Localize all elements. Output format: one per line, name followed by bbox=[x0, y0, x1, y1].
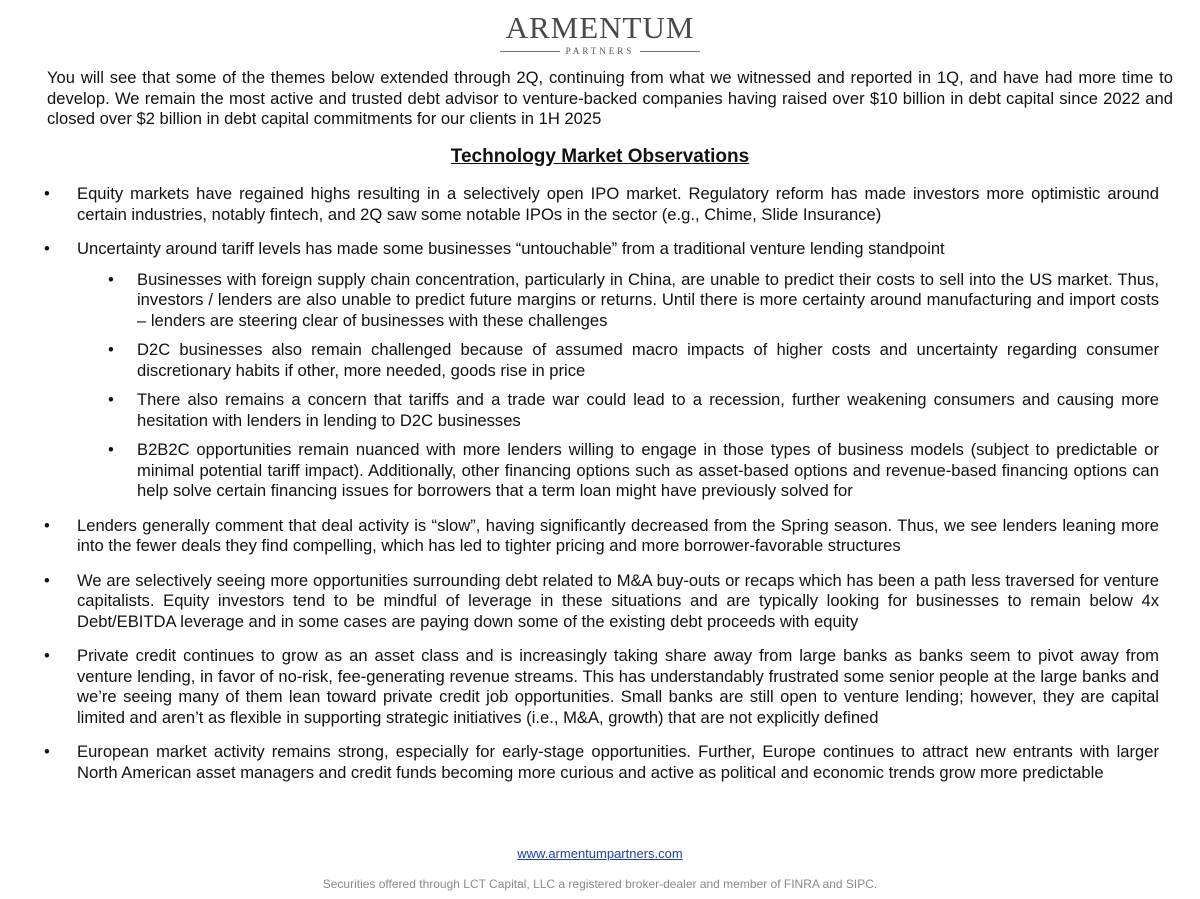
logo-rule-right bbox=[640, 51, 700, 52]
footer-disclaimer: Securities offered through LCT Capital, LLC a registered broker-dealer and member of FINRA and SIPC. bbox=[322, 877, 878, 891]
bullet-icon: • bbox=[44, 742, 50, 761]
bullet-text: European market activity remains strong, especially for early-stage opportunities. Further, Europe continues to attract new entrants with larger North American asset managers and credit funds becoming more curious and active as political and economic trends grow more predictable bbox=[77, 742, 1159, 782]
bullet-icon: • bbox=[108, 440, 114, 459]
armentum-logo bbox=[0, 12, 1200, 56]
list-item bbox=[0, 571, 1200, 633]
sub-bullet-text: D2C businesses also remain challenged because of assumed macro impacts of higher costs and uncertainty regarding consumer discretionary habits if other, more needed, goods rise in price bbox=[137, 340, 1159, 380]
bullet-text: Equity markets have regained highs resulting in a selectively open IPO market. Regulatory reform has made investors more optimistic around certain industries, notably fintech, and 2Q saw some notable IPOs in the sector (e.g., Chime, Slide Insurance) bbox=[77, 184, 1159, 224]
sub-bullet-text: Businesses with foreign supply chain concentration, particularly in China, are unable to predict their costs to sell into the US market. Thus, investors / lenders are also unable to predict future margins or returns. Until there is more certainty around manufacturing and import costs – lenders are steering clear of businesses with these challenges bbox=[137, 269, 1159, 330]
list-item bbox=[0, 742, 1200, 783]
bullet-icon: • bbox=[44, 515, 50, 535]
logo-rule-left bbox=[500, 51, 560, 52]
bullet-text: We are selectively seeing more opportunities surrounding debt related to M&A buy-outs or recaps which has been a path less traversed for venture capitalists. Equity investors tend to be mindful of leverage in these situations and are typically looking for businesses to remain below 4x Debt/EBITDA leverage and in some cases are paying down some of the existing debt proceeds with equity bbox=[77, 570, 1159, 631]
logo-subtitle-row bbox=[0, 46, 1200, 56]
list-item bbox=[0, 516, 1200, 557]
sub-list-item bbox=[77, 440, 1159, 502]
website-link[interactable]: www.armentumpartners.com bbox=[517, 846, 683, 861]
list-item bbox=[0, 646, 1200, 728]
bullet-text: Private credit continues to grow as an asset class and is increasingly taking share away from large banks as banks seem to pivot away from venture lending, in favor of no-risk, fee-generating revenue streams. This has understandably frustrated some senior people at the large banks and we’re seeing many of them lean toward private credit job opportunities. Small banks are still open to venture lending; however, they are capital limited and aren’t as flexible in supporting strategic initiatives (i.e., M&A, growth) that are not explicitly defined bbox=[77, 646, 1159, 727]
sub-list-item bbox=[77, 390, 1159, 431]
sub-list-item bbox=[77, 270, 1159, 332]
footer-website bbox=[0, 846, 1200, 861]
list-item bbox=[0, 239, 1200, 502]
logo-wordmark: ARMENTUM bbox=[505, 10, 695, 45]
bullet-icon: • bbox=[108, 340, 114, 359]
sub-bullet-text: There also remains a concern that tariffs and a trade war could lead to a recession, further weakening consumers and causing more hesitation with lenders in lending to D2C businesses bbox=[137, 390, 1159, 430]
sub-list-item bbox=[77, 340, 1159, 381]
list-item bbox=[0, 184, 1200, 225]
bullet-text: Uncertainty around tariff levels has made some businesses “untouchable” from a traditional venture lending standpoint bbox=[77, 239, 945, 258]
bullet-icon: • bbox=[44, 184, 50, 203]
bullet-icon: • bbox=[108, 269, 114, 289]
bullet-icon: • bbox=[44, 646, 50, 665]
logo-subtitle: PARTNERS bbox=[565, 46, 635, 56]
observations-list bbox=[0, 184, 1200, 797]
bullet-icon: • bbox=[108, 390, 114, 409]
sub-bullet-text: B2B2C opportunities remain nuanced with more lenders willing to engage in those types of business models (subject to predictable or minimal potential tariff impact). Additionally, other financing options such as asset-based options and revenue-based financing options can help solve certain financing issues for borrowers that a term loan might have previously solved for bbox=[137, 440, 1159, 500]
section-title: Technology Market Observations bbox=[450, 146, 750, 167]
tariff-sub-list bbox=[77, 270, 1159, 502]
bullet-icon: • bbox=[44, 239, 50, 258]
bullet-icon: • bbox=[44, 570, 50, 590]
bullet-text: Lenders generally comment that deal activity is “slow”, having significantly decreased from the Spring season. Thus, we see lenders leaning more into the fewer deals they find compelling, which has led to tighter pricing and more borrower-favorable structures bbox=[77, 515, 1159, 555]
intro-paragraph: You will see that some of the themes below extended through 2Q, continuing from what we witnessed and reported in 1Q, and have had more time to develop. We remain the most active and trusted debt advisor to venture-backed companies having raised over $10 billion in debt capital since 2022 and closed over $2 billion in debt capital commitments for our clients in 1H 2025 bbox=[47, 68, 1173, 128]
